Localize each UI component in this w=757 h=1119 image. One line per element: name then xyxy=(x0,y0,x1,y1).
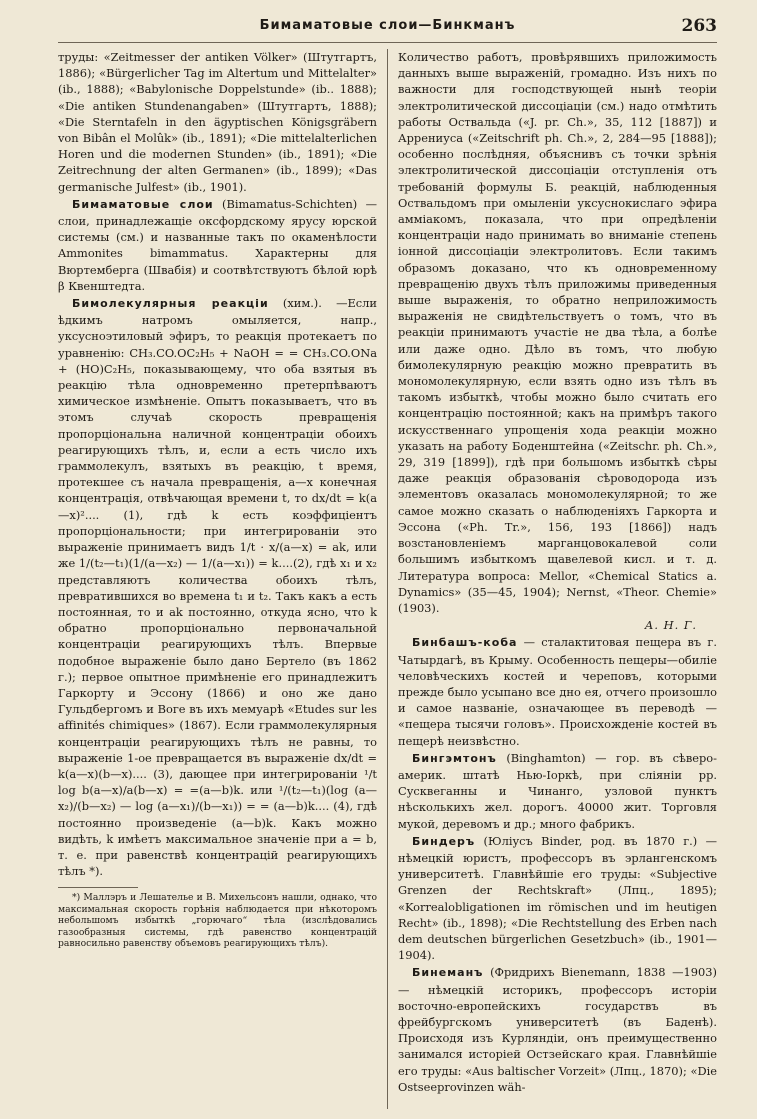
footnote-rule xyxy=(58,887,138,888)
entry-binder xyxy=(398,833,717,964)
entry-term: Бингэмтонъ xyxy=(412,751,497,765)
page-header xyxy=(58,14,717,43)
footnote: *) Маллэръ и Лешателье и В. Михельсонъ нашли, однако, что максимальная скорость горѣнія наблюдается при нѣкоторомъ небольшомъ избыткѣ „горючаго“ тѣла (изслѣдовались газообразныя системы, гдѣ равенство концентрацій равносильно равенству объемовъ реагирующихъ тѣлъ). xyxy=(58,892,377,950)
entry-term: Биндеръ xyxy=(412,834,476,848)
page-number: 263 xyxy=(681,16,717,36)
paragraph-text: Количество работъ, провѣрявшихъ приложимость данныхъ выше выраженій, громадно. Изъ нихъ по важности для господствующей нынѣ теоріи электролитической диссоціаціи (см.) надо отмѣтить работы Оствальда («J. pr. Ch.», 35, 112 [1887]) и Аррениуса («Zeitschrift ph. Ch.», 2, 284—95 [1888]); особенно послѣдняя, объяснивъ съ точки зрѣнія электролитической диссоціаціи отступленія отъ требованій формулы Б. реакцій, наблюденныя Оствальдомъ при омыленіи уксуснокислаго эфира амміакомъ, показала, что при опредѣленіи концентраціи надо принимать во вниманіе степень іонной диссоціаціи электролитовъ. Если такимъ образомъ доказано, что къ одновременному превращенію двухъ тѣлъ приложимы приведенныя выше выраженія, то обратно неприложимость выраженія не свидѣтельствуетъ о томъ, что въ реакціи принимаютъ участіе не два тѣла, а болѣе или даже одно. Дѣло въ томъ, что любую бимолекулярную реакцію можно превратить въ мономолекулярную, если взять одно изъ тѣлъ въ такомъ избыткѣ, чтобы можно было считать его концентрацію постоянной; какъ на примѣръ такого искусственнаго упрощенія хода реакціи можно указать на работу Боденштейна («Zeitschr. ph. Ch.», 29, 319 [1899]), гдѣ при большомъ избыткѣ сѣры даже реакція образованія сѣроводорода изъ элементовъ оказалась мономолекулярной; то же самое можно сказать о наблюденіяхъ Гаркорта и Эссона («Ph. Tr.», 156, 193 [1866]) надъ возстановленіемъ марганцовокалевой соли большимъ избыткомъ щавелевой кисл. и т. д. Литература вопроса: Mellor, «Chemical Statics a. Dynamics» (35—45, 1904); Nernst, «Theor. Chemie» (1903). xyxy=(398,50,717,615)
left-column xyxy=(58,49,387,1109)
entry-binbash-koba xyxy=(398,634,717,748)
entry-text: (Binghamton) — гор. въ сѣверо-америк. штатѣ Нью-Іоркѣ, при сліяніи рр. Сусквеганны и Чинанго, узловой пунктъ нѣсколькихъ жел. дорогъ. 40000 жит. Торговля мукой, деревомъ и др.; много фабрикъ. xyxy=(398,750,717,831)
entry-text: (Bimamatus-Schichten) — слои, принадлежащіе оксфордскому ярусу юрской системы (см.) и названные такъ по окаменѣлости Ammonites bimammatus. Характерны для Вюртемберга (Швабія) и соотвѣтствуютъ бѣлой юрѣ β Квенштедта. xyxy=(58,196,377,293)
entry-bimamatus xyxy=(58,196,377,294)
entry-text: (Юліусъ Binder, род. въ 1870 г.) —нѣмецкій юристъ, профессоръ въ эрлангенскомъ университетѣ. Главнѣйшіе его труды: «Subjective Grenzen der Rechtskraft» (Лпц., 1895); «Korrealobligationen im römischen und im heutigen Recht» (ib., 1898); «Die Rechtstellung des Erben nach dem deutschen bürgerlichen Gesetzbuch» (ib., 1901—1904). xyxy=(398,833,717,963)
paragraph xyxy=(398,49,717,616)
text-columns xyxy=(58,49,717,1109)
entry-term: Бинеманъ xyxy=(412,966,484,980)
right-column xyxy=(387,49,717,1109)
entry-text: (хим.). —Если ѣдкимъ натромъ омыляется, напр., уксусноэтиловый эфиръ, то реакція протекаетъ по уравненію: CH₃.CO.OC₂H₅ + NaOH = = CH₃.CO.ONa + (HO)C₂H₅, показывающему, что оба взятыя въ реакцію тѣла одновременно претерпѣваютъ химическое измѣненіе. Опытъ показываетъ, что въ этомъ случаѣ скорость превращенія пропорціональна наличной концентраціи обоихъ реагирующихъ тѣлъ, и, если a есть число ихъ граммолекулъ, взятыхъ въ реакцію, t время, протекшее съ начала превращенія, a—x конечная концентрація, отвѣчающая времени t, то dx/dt = k(a—x)².... (1), гдѣ k есть коэффиціентъ пропорціональности; при интегрированіи это выраженіе принимаетъ видъ 1/t · x/(a—x) = ak, или же 1/(t₂—t₁)(1/(a—x₂) — 1/(a—x₁)) = k....(2), гдѣ x₁ и x₂ представляютъ количества обоихъ тѣлъ, превратившихся во времена t₁ и t₂. Такъ какъ a есть постоянная, то и ak постоянно, откуда ясно, что k обратно пропорціонально первоначальной концентраціи реагирующихъ тѣлъ. Впервые подобное выраженіе было дано Бертело (въ 1862 г.); первое опытное примѣненіе его принадлежитъ Гаркорту и Эссону (1866) и оно же дано Гульдбергомъ и Воге въ ихъ мемуарѣ «Etudes sur les affinités chimiques» (1867). Если граммолекулярныя концентраціи реагирующихъ тѣлъ не равны, то выраженіе 1-ое превращается въ выраженіе dx/dt = k(a—x)(b—x).... (3), дающее при интегрированіи ¹/t log b(a—x)/a(b—x) = =(a—b)k. или ¹/(t₂—t₁)(log (a—x₂)/(b—x₂) — log (a—x₁)/(b—x₁)) = = (a—b)k.... (4), гдѣ постоянно произведеніе (a—b)k. Какъ можно видѣть, k имѣетъ максимальное значеніе при a = b, т. е. при равенствѣ концентрацій реагирующихъ тѣлъ *). xyxy=(58,296,377,879)
entry-text: (Фридрихъ Bienemann, 1838 —1903) — нѣмецкій историкъ, профессоръ исторіи восточно-европейскихъ государствъ въ фрейбургскомъ университетѣ (въ Баденѣ). Происходя изъ Курляндіи, онъ преимущественно занимался исторіей Остзейскаго края. Главнѣйшіе его труды: «Aus baltischer Vorzeit» (Лпц., 1870); «Die Ostseeprovinzen wäh- xyxy=(398,965,717,1094)
paragraph-text: труды: «Zeitmesser der antiken Völker» (Штутгартъ, 1886); «Bürgerlicher Tag im Altertum und Mittelalter» (ib., 1888); «Babylonische Doppelstunde» (ib.. 1888); «Die antiken Stundenangaben» (Штутгартъ, 1888); «Die Sterntafeln in den ägyptischen Königsgräbern von Bibân el Molûk» (ib., 1891); «Die mittelalterlichen Horen und die modernen Stunden» (ib., 1891); «Die Zeitrechnung der alten Germanen» (ib., 1899); «Das germanische Julfest» (ib., 1901). xyxy=(58,50,377,194)
entry-term: Бимаматовые слои xyxy=(72,197,214,211)
entry-term: Бинбашъ-коба xyxy=(412,636,518,650)
author-signature: А. Н. Г. xyxy=(644,618,697,633)
running-title: Бимаматовые слои—Бинкманъ xyxy=(259,18,516,33)
entry-binghamton xyxy=(398,750,717,832)
paragraph xyxy=(58,49,377,195)
entry-term: Бимолекулярныя реакціи xyxy=(72,297,269,311)
entry-text: — сталактитовая пещера въ г. Чатырдагѣ, въ Крыму. Особенность пещеры—обиліе человѣческихъ костей и череповъ, которыми прежде было усыпано все дно ея, отчего произошло и самое названіе, означающее въ переводѣ — «пещера тысячи головъ». Происхожденіе костей въ пещерѣ неизвѣстно. xyxy=(398,635,717,748)
entry-bienemann xyxy=(398,964,717,1095)
entry-bimolecular xyxy=(58,295,377,879)
